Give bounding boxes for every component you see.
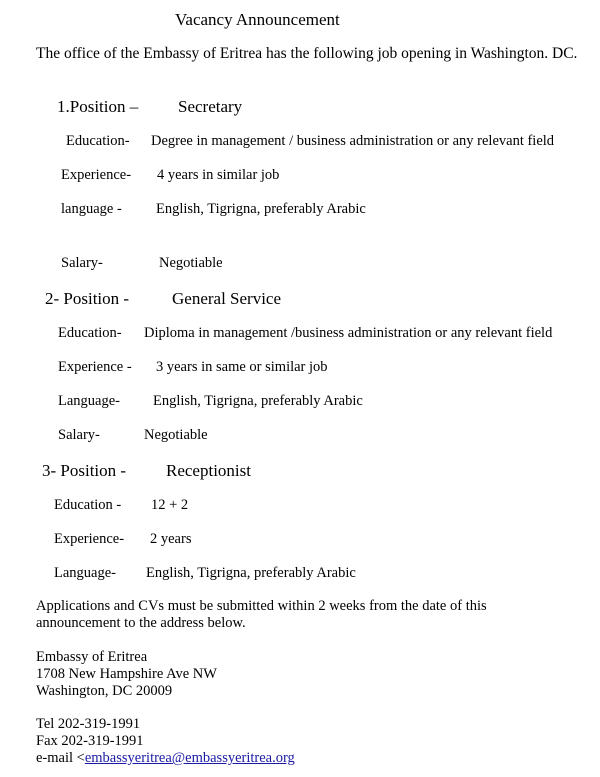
position-1-name: Secretary	[178, 97, 243, 116]
position-2-experience-value: 3 years in same or similar job	[156, 359, 328, 375]
position-1-experience-value: 4 years in similar job	[157, 167, 280, 183]
position-1-education-value: Degree in management / business administration or any relevant field	[151, 133, 555, 149]
address-name: Embassy of Eritrea	[36, 649, 148, 665]
address-city: Washington, DC 20009	[36, 683, 173, 699]
address-street: 1708 New Hampshire Ave NW	[36, 666, 217, 682]
position-1-experience-label: Experience-	[61, 167, 132, 183]
position-1-language-label: language -	[61, 201, 122, 217]
position-3-experience-label: Experience-	[54, 531, 125, 547]
position-2-language-value: English, Tigrigna, preferably Arabic	[153, 393, 363, 409]
position-1-salary-value: Negotiable	[159, 255, 223, 271]
position-3-language-label: Language-	[54, 565, 116, 581]
position-2-salary-value: Negotiable	[144, 427, 208, 443]
position-1-salary-label: Salary-	[61, 255, 103, 271]
applications-line-1: Applications and CVs must be submitted within 2 weeks from the date of this	[36, 598, 487, 614]
intro-text: The office of the Embassy of Eritrea has the following job opening in Washington. DC.	[36, 45, 578, 62]
contact-tel: Tel 202-319-1991	[36, 716, 141, 732]
page-title: Vacancy Announcement	[175, 10, 340, 29]
position-2-language-label: Language-	[58, 393, 120, 409]
position-3-experience-value: 2 years	[150, 531, 192, 547]
applications-line-2: announcement to the address below.	[36, 615, 246, 631]
contact-email-prefix: e-mail <	[36, 750, 85, 766]
position-2-salary-label: Salary-	[58, 427, 100, 443]
contact-email-line	[36, 751, 295, 766]
contact-fax: Fax 202-319-1991	[36, 733, 144, 749]
position-2-education-value: Diploma in management /business administration or any relevant field	[144, 325, 553, 341]
position-2-experience-label: Experience -	[58, 359, 132, 375]
position-3-name: Receptionist	[166, 461, 251, 480]
position-2-education-label: Education-	[58, 325, 122, 341]
position-1-education-label: Education-	[66, 133, 130, 149]
position-1-language-value: English, Tigrigna, preferably Arabic	[156, 201, 366, 217]
position-3-education-value: 12 + 2	[151, 497, 189, 513]
position-3-education-label: Education -	[54, 497, 122, 513]
position-1-heading: 1.Position –	[57, 97, 139, 116]
position-3-heading: 3- Position -	[42, 461, 127, 480]
position-3-language-value: English, Tigrigna, preferably Arabic	[146, 565, 356, 581]
position-2-heading: 2- Position -	[45, 289, 130, 308]
position-2-name: General Service	[172, 289, 282, 308]
email-link[interactable]: embassyeritrea@embassyeritrea.org	[84, 750, 295, 766]
